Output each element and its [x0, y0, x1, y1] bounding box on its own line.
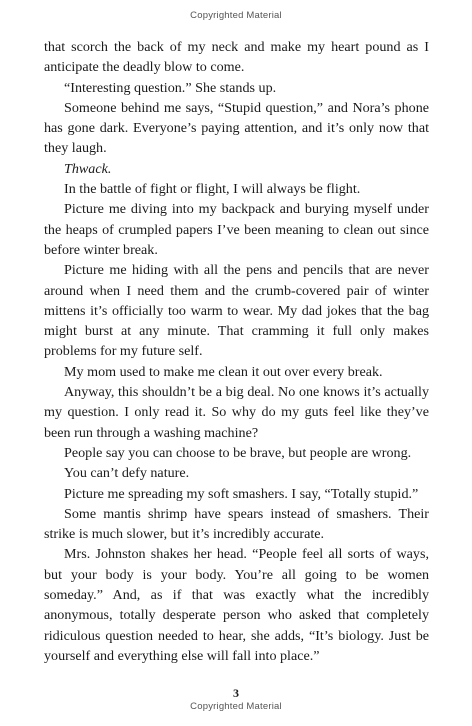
body-paragraph: Anyway, this shouldn’t be a big deal. No one knows it’s actually my question. I only read it. So why do my guts feel like they’ve been run through a washing machine?	[44, 384, 429, 441]
page-body-text	[44, 37, 429, 666]
body-paragraph: In the battle of fight or flight, I will always be flight.	[64, 181, 361, 198]
body-paragraph: Picture me hiding with all the pens and pencils that are never around when I need them and the crumb-covered pair of winter mittens it’s officially too warm to wear. My dad jokes that the bag might burst at any minute. That cramming it full only makes problems for my future self.	[44, 262, 429, 360]
body-paragraph: Picture me spreading my soft smashers. I say, “Totally stupid.”	[64, 485, 419, 502]
body-paragraph: My mom used to make me clean it out over every break.	[64, 363, 383, 380]
body-paragraph: that scorch the back of my neck and make my heart pound as I anticipate the deadly blow to come.	[44, 39, 429, 76]
copyright-watermark-top: Copyrighted Material	[190, 10, 282, 21]
body-paragraph: Thwack.	[64, 160, 112, 177]
body-paragraph: Some mantis shrimp have spears instead of smashers. Their strike is much slower, but it’s incredibly accurate.	[44, 505, 429, 543]
body-paragraph: You can’t defy nature.	[64, 465, 190, 482]
body-paragraph: Someone behind me says, “Stupid question,” and Nora’s phone has gone dark. Everyone’s paying attention, and it’s only now that they laugh.	[44, 99, 429, 157]
page-number: 3	[233, 686, 239, 700]
body-paragraph: “Interesting question.” She stands up.	[64, 79, 277, 96]
body-paragraph: Picture me diving into my backpack and burying myself under the heaps of crumpled papers I’ve been meaning to clean out since before winter break.	[44, 201, 429, 258]
body-paragraph: Mrs. Johnston shakes her head. “People feel all sorts of ways, but your body is your body. You’re all going to be women someday.” And, as if that was exactly what the incredibly anonymous, totally desperate person who asked that completely ridiculous question needed to hear, she adds, “It’s biology. Just be yourself and everything else will fall into place.”	[44, 546, 429, 664]
body-paragraph: People say you can choose to be brave, but people are wrong.	[64, 444, 412, 461]
copyright-watermark-bottom: Copyrighted Material	[190, 701, 282, 712]
